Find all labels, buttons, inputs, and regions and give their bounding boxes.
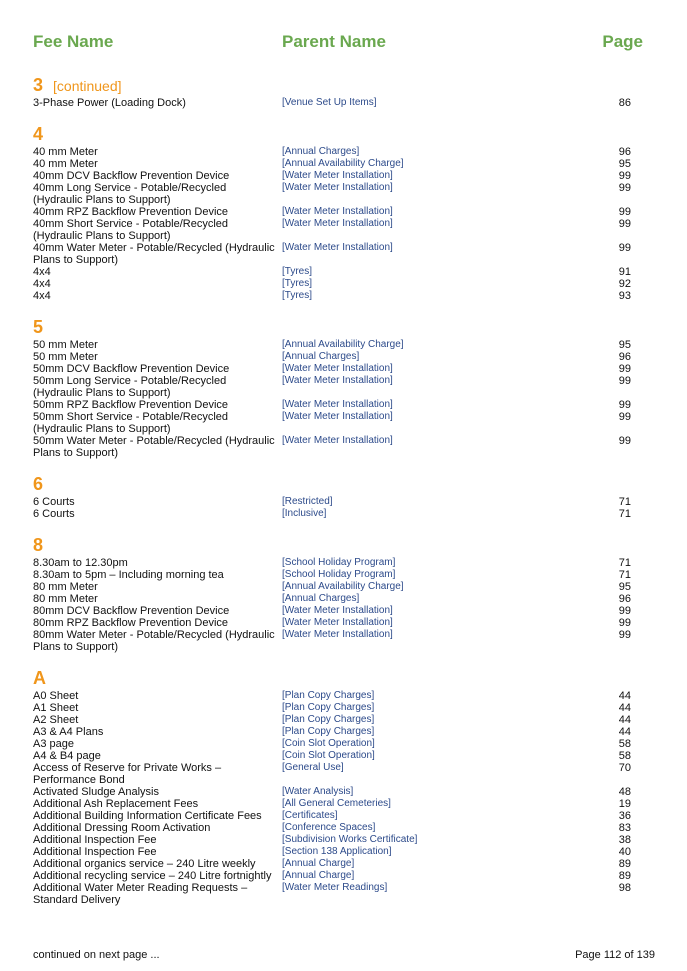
fee-row	[33, 557, 631, 569]
fee-row	[33, 170, 631, 182]
page-ref: 58	[618, 738, 631, 750]
fee-name: 80mm Water Meter - Potable/Recycled (Hydraulic Plans to Support)	[33, 629, 275, 653]
parent-link[interactable]: [Water Meter Installation]	[282, 206, 393, 217]
section-letter: 3	[33, 75, 44, 95]
fee-name: Additional Water Meter Reading Requests – Standard Delivery	[33, 882, 248, 906]
page-ref: 70	[618, 762, 631, 774]
fee-name: 50mm Water Meter - Potable/Recycled (Hydraulic Plans to Support)	[33, 435, 275, 459]
fee-row	[33, 858, 631, 870]
parent-link[interactable]: [Water Meter Installation]	[282, 363, 393, 374]
parent-link[interactable]: [Annual Charge]	[282, 858, 355, 869]
fee-name: 50mm RPZ Backflow Prevention Device	[33, 399, 229, 411]
fee-row	[33, 375, 631, 399]
page-ref: 99	[618, 399, 631, 411]
parent-link[interactable]: [Water Meter Installation]	[282, 617, 393, 628]
parent-link[interactable]: [Inclusive]	[282, 508, 327, 519]
fee-row	[33, 363, 631, 375]
parent-link[interactable]: [Annual Availability Charge]	[282, 581, 404, 592]
parent-link[interactable]: [General Use]	[282, 762, 344, 773]
page-ref: 38	[618, 834, 631, 846]
fee-row	[33, 290, 631, 302]
parent-link[interactable]: [Water Meter Installation]	[282, 242, 393, 253]
parent-link[interactable]: [All General Cemeteries]	[282, 798, 391, 809]
parent-link[interactable]: [Tyres]	[282, 278, 313, 289]
fee-row	[33, 593, 631, 605]
fee-name: 50 mm Meter	[33, 339, 98, 351]
page-ref: 44	[618, 714, 631, 726]
fee-name: 4x4	[33, 278, 51, 290]
parent-link[interactable]: [Water Meter Installation]	[282, 399, 393, 410]
parent-link[interactable]: [Restricted]	[282, 496, 333, 507]
fee-name: 40 mm Meter	[33, 146, 98, 158]
fee-name: Additional Inspection Fee	[33, 834, 157, 846]
page-ref: 99	[618, 375, 631, 387]
fee-row	[33, 762, 631, 786]
fee-name: 40 mm Meter	[33, 158, 98, 170]
page-ref: 99	[618, 242, 631, 254]
fee-row	[33, 158, 631, 170]
parent-link[interactable]: [Annual Availability Charge]	[282, 339, 404, 350]
fee-row	[33, 798, 631, 810]
page-ref: 44	[618, 702, 631, 714]
page-ref: 71	[618, 496, 631, 508]
fee-name: Additional Inspection Fee	[33, 846, 157, 858]
fee-row	[33, 714, 631, 726]
parent-link[interactable]: [School Holiday Program]	[282, 557, 396, 568]
parent-link[interactable]: [Venue Set Up Items]	[282, 97, 377, 108]
page-ref: 71	[618, 557, 631, 569]
fee-name: 40mm Water Meter - Potable/Recycled (Hydraulic Plans to Support)	[33, 242, 275, 266]
fee-row	[33, 411, 631, 435]
page-ref: 36	[618, 810, 631, 822]
fee-row	[33, 339, 631, 351]
page-ref: 99	[618, 182, 631, 194]
fee-name: 80mm DCV Backflow Prevention Device	[33, 605, 230, 617]
fee-row	[33, 435, 631, 459]
fee-name: 80 mm Meter	[33, 593, 98, 605]
page-ref: 44	[618, 690, 631, 702]
page-ref: 40	[618, 846, 631, 858]
page-ref: 92	[618, 278, 631, 290]
parent-link[interactable]: [Water Meter Installation]	[282, 629, 393, 640]
continued-note: continued on next page ...	[33, 949, 160, 961]
page-ref: 89	[618, 858, 631, 870]
page-ref: 99	[618, 617, 631, 629]
page-ref: 99	[618, 206, 631, 218]
fee-row	[33, 266, 631, 278]
fee-name-header: Fee Name	[33, 32, 114, 51]
fee-row	[33, 508, 631, 520]
page-number: Page 112 of 139	[575, 949, 655, 961]
fee-name: A0 Sheet	[33, 690, 79, 702]
page-ref: 91	[618, 266, 631, 278]
fee-name: 3-Phase Power (Loading Dock)	[33, 97, 186, 109]
fee-name: A2 Sheet	[33, 714, 79, 726]
parent-link[interactable]: [Subdivision Works Certificate]	[282, 834, 418, 845]
fee-row	[33, 97, 631, 109]
fee-name: 80 mm Meter	[33, 581, 98, 593]
page-ref: 99	[618, 435, 631, 447]
fee-name: 40mm DCV Backflow Prevention Device	[33, 170, 230, 182]
fee-row	[33, 242, 631, 266]
fee-name: Additional recycling service – 240 Litre fortnightly	[33, 870, 272, 882]
fee-name: 4x4	[33, 290, 51, 302]
parent-name-header: Parent Name	[282, 32, 386, 51]
page-ref: 93	[618, 290, 631, 302]
section-letter: 6	[33, 474, 44, 494]
fee-name: 40mm Short Service - Potable/Recycled (Hydraulic Plans to Support)	[33, 218, 229, 242]
fee-row	[33, 702, 631, 714]
fee-row	[33, 810, 631, 822]
page-ref: 98	[618, 882, 631, 894]
parent-link[interactable]: [Annual Charges]	[282, 351, 360, 362]
fee-name: Activated Sludge Analysis	[33, 786, 159, 798]
parent-link[interactable]: [Water Meter Installation]	[282, 435, 393, 446]
fee-row	[33, 846, 631, 858]
fee-row	[33, 738, 631, 750]
continued-label: [continued]	[53, 78, 122, 94]
section-letter: 8	[33, 535, 44, 555]
parent-link[interactable]: [Water Meter Installation]	[282, 375, 393, 386]
fee-row	[33, 569, 631, 581]
parent-link[interactable]: [Conference Spaces]	[282, 822, 376, 833]
fee-row	[33, 882, 631, 906]
fee-name: 8.30am to 12.30pm	[33, 557, 128, 569]
page-ref: 99	[618, 363, 631, 375]
fee-name: 50 mm Meter	[33, 351, 98, 363]
fee-row	[33, 617, 631, 629]
page-ref: 96	[618, 593, 631, 605]
parent-link[interactable]: [Water Meter Installation]	[282, 170, 393, 181]
fee-row	[33, 146, 631, 158]
parent-link[interactable]: [Water Meter Installation]	[282, 218, 393, 229]
fee-row	[33, 206, 631, 218]
page-ref: 83	[618, 822, 631, 834]
fee-name: 6 Courts	[33, 496, 75, 508]
page-ref: 99	[618, 170, 631, 182]
section-heading	[33, 472, 631, 496]
page-ref: 99	[618, 629, 631, 641]
parent-link[interactable]: [Plan Copy Charges]	[282, 726, 375, 737]
fee-name: 8.30am to 5pm – Including morning tea	[33, 569, 224, 581]
fee-row	[33, 182, 631, 206]
parent-link[interactable]: [Section 138 Application]	[282, 846, 392, 857]
page-ref: 89	[618, 870, 631, 882]
fee-index	[33, 73, 631, 906]
fee-name: 40mm RPZ Backflow Prevention Device	[33, 206, 229, 218]
fee-row	[33, 399, 631, 411]
page-ref: 86	[618, 97, 631, 109]
fee-row	[33, 726, 631, 738]
parent-link[interactable]: [Tyres]	[282, 266, 313, 277]
parent-link[interactable]: [Water Meter Readings]	[282, 882, 388, 893]
fee-name: 50mm Short Service - Potable/Recycled (Hydraulic Plans to Support)	[33, 411, 229, 435]
fee-name: 4x4	[33, 266, 51, 278]
parent-link[interactable]: [Certificates]	[282, 810, 338, 821]
page-ref: 19	[618, 798, 631, 810]
fee-name: 50mm DCV Backflow Prevention Device	[33, 363, 230, 375]
section-letter: A	[33, 668, 46, 688]
page-ref: 96	[618, 351, 631, 363]
parent-link[interactable]: [Annual Charges]	[282, 146, 360, 157]
fee-row	[33, 581, 631, 593]
fee-name: 80mm RPZ Backflow Prevention Device	[33, 617, 229, 629]
fee-row	[33, 786, 631, 798]
page-ref: 95	[618, 158, 631, 170]
page-ref: 95	[618, 581, 631, 593]
parent-link[interactable]: [Water Meter Installation]	[282, 182, 393, 193]
parent-link[interactable]: [Annual Charge]	[282, 870, 355, 881]
section-heading	[33, 122, 631, 146]
fee-row	[33, 822, 631, 834]
parent-link[interactable]: [Water Meter Installation]	[282, 605, 393, 616]
page-header: Page	[602, 32, 643, 51]
page-ref: 96	[618, 146, 631, 158]
fee-name: A3 & A4 Plans	[33, 726, 104, 738]
section-letter: 4	[33, 124, 44, 144]
page-ref: 58	[618, 750, 631, 762]
page-ref: 99	[618, 411, 631, 423]
fee-name: Additional organics service – 240 Litre weekly	[33, 858, 256, 870]
page-ref: 71	[618, 569, 631, 581]
fee-name: Additional Building Information Certificate Fees	[33, 810, 262, 822]
fee-row	[33, 351, 631, 363]
fee-row	[33, 496, 631, 508]
page-ref: 48	[618, 786, 631, 798]
page-ref: 95	[618, 339, 631, 351]
section-heading	[33, 315, 631, 339]
page-ref: 44	[618, 726, 631, 738]
page-ref: 99	[618, 218, 631, 230]
fee-name: 6 Courts	[33, 508, 75, 520]
fee-row	[33, 629, 631, 653]
fee-name: 50mm Long Service - Potable/Recycled (Hydraulic Plans to Support)	[33, 375, 227, 399]
parent-link[interactable]: [Coin Slot Operation]	[282, 750, 375, 761]
parent-link[interactable]: [Plan Copy Charges]	[282, 714, 375, 725]
fee-name: A1 Sheet	[33, 702, 79, 714]
fee-name: Additional Ash Replacement Fees	[33, 798, 199, 810]
fee-row	[33, 870, 631, 882]
parent-link[interactable]: [Annual Charges]	[282, 593, 360, 604]
parent-link[interactable]: [Water Meter Installation]	[282, 411, 393, 422]
parent-link[interactable]: [Annual Availability Charge]	[282, 158, 404, 169]
fee-name: A4 & B4 page	[33, 750, 101, 762]
page-ref: 99	[618, 605, 631, 617]
parent-link[interactable]: [Plan Copy Charges]	[282, 702, 375, 713]
section-letter: 5	[33, 317, 44, 337]
section-heading	[33, 533, 631, 557]
fee-name: Additional Dressing Room Activation	[33, 822, 211, 834]
parent-link[interactable]: [Coin Slot Operation]	[282, 738, 375, 749]
fee-row	[33, 278, 631, 290]
fee-row	[33, 834, 631, 846]
section-heading	[33, 666, 631, 690]
fee-row	[33, 690, 631, 702]
fee-row	[33, 605, 631, 617]
parent-link[interactable]: [Plan Copy Charges]	[282, 690, 375, 701]
fee-name: A3 page	[33, 738, 74, 750]
page-ref: 71	[618, 508, 631, 520]
section-heading	[33, 73, 631, 97]
fee-name: 40mm Long Service - Potable/Recycled (Hydraulic Plans to Support)	[33, 182, 227, 206]
fee-row	[33, 218, 631, 242]
fee-name: Access of Reserve for Private Works – Performance Bond	[33, 762, 222, 786]
parent-link[interactable]: [Water Analysis]	[282, 786, 354, 797]
parent-link[interactable]: [Tyres]	[282, 290, 313, 301]
fee-row	[33, 750, 631, 762]
parent-link[interactable]: [School Holiday Program]	[282, 569, 396, 580]
